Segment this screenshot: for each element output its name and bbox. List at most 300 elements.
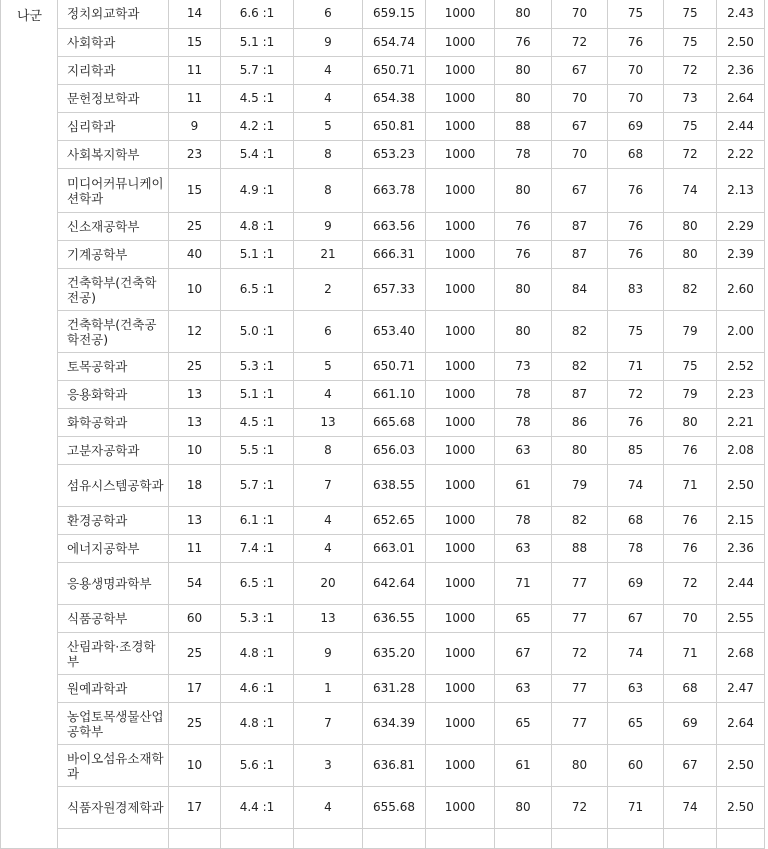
score-2: 87	[552, 381, 608, 409]
score-3: 76	[608, 409, 664, 437]
additional-admits: 4	[294, 57, 363, 85]
score-2: 77	[552, 675, 608, 703]
score-3: 76	[608, 169, 664, 213]
table-row	[1, 353, 765, 381]
score-4: 75	[664, 29, 717, 57]
max-score: 1000	[426, 57, 495, 85]
score-2: 79	[552, 465, 608, 507]
additional-admits: 9	[294, 633, 363, 675]
additional-admits: 9	[294, 213, 363, 241]
empty-cell	[363, 829, 426, 849]
score-3: 78	[608, 535, 664, 563]
score: 663.01	[363, 535, 426, 563]
max-score: 1000	[426, 535, 495, 563]
score-4: 71	[664, 465, 717, 507]
score-1: 63	[495, 535, 552, 563]
table-row	[1, 465, 765, 507]
grade-average: 2.64	[717, 85, 765, 113]
grade-average: 2.52	[717, 353, 765, 381]
table-row	[1, 169, 765, 213]
department-name: 사회학과	[58, 29, 169, 57]
department-name: 문헌정보학과	[58, 85, 169, 113]
score-2: 70	[552, 141, 608, 169]
score: 665.68	[363, 409, 426, 437]
score-3: 74	[608, 465, 664, 507]
max-score: 1000	[426, 507, 495, 535]
grade-average: 2.44	[717, 563, 765, 605]
department-name: 기계공학부	[58, 241, 169, 269]
table-row	[1, 311, 765, 353]
score-2: 80	[552, 437, 608, 465]
table-row	[1, 563, 765, 605]
score-1: 65	[495, 605, 552, 633]
additional-admits: 4	[294, 381, 363, 409]
score-2: 87	[552, 213, 608, 241]
max-score: 1000	[426, 563, 495, 605]
score-4: 76	[664, 437, 717, 465]
table-row-partial	[1, 829, 765, 849]
score-1: 80	[495, 311, 552, 353]
score-3: 68	[608, 507, 664, 535]
department-name: 환경공학과	[58, 507, 169, 535]
score-1: 73	[495, 353, 552, 381]
quota: 25	[169, 213, 221, 241]
competition-rate: 6.1 :1	[221, 507, 294, 535]
department-name: 고분자공학과	[58, 437, 169, 465]
competition-rate: 4.5 :1	[221, 409, 294, 437]
score-4: 75	[664, 0, 717, 29]
score-3: 72	[608, 381, 664, 409]
score-4: 74	[664, 787, 717, 829]
quota: 12	[169, 311, 221, 353]
additional-admits: 4	[294, 535, 363, 563]
score-1: 80	[495, 787, 552, 829]
additional-admits: 6	[294, 0, 363, 29]
table-row	[1, 437, 765, 465]
grade-average: 2.15	[717, 507, 765, 535]
quota: 40	[169, 241, 221, 269]
competition-rate: 5.6 :1	[221, 745, 294, 787]
score-3: 76	[608, 213, 664, 241]
department-name: 응용화학과	[58, 381, 169, 409]
department-name: 사회복지학부	[58, 141, 169, 169]
quota: 17	[169, 787, 221, 829]
max-score: 1000	[426, 213, 495, 241]
additional-admits: 4	[294, 85, 363, 113]
quota: 18	[169, 465, 221, 507]
department-name: 에너지공학부	[58, 535, 169, 563]
table-row	[1, 141, 765, 169]
department-name: 섬유시스템공학과	[58, 465, 169, 507]
competition-rate: 4.2 :1	[221, 113, 294, 141]
table-row	[1, 703, 765, 745]
max-score: 1000	[426, 381, 495, 409]
score-3: 65	[608, 703, 664, 745]
table-row	[1, 29, 765, 57]
quota: 25	[169, 353, 221, 381]
score: 655.68	[363, 787, 426, 829]
score-1: 80	[495, 169, 552, 213]
score-4: 69	[664, 703, 717, 745]
grade-average: 2.29	[717, 213, 765, 241]
max-score: 1000	[426, 311, 495, 353]
max-score: 1000	[426, 745, 495, 787]
score: 654.74	[363, 29, 426, 57]
score-1: 76	[495, 29, 552, 57]
score-1: 63	[495, 675, 552, 703]
score: 636.55	[363, 605, 426, 633]
max-score: 1000	[426, 465, 495, 507]
grade-average: 2.60	[717, 269, 765, 311]
competition-rate: 5.5 :1	[221, 437, 294, 465]
score-3: 76	[608, 29, 664, 57]
grade-average: 2.50	[717, 465, 765, 507]
score-4: 82	[664, 269, 717, 311]
score: 650.71	[363, 57, 426, 85]
department-name: 농업토목생물산업공학부	[58, 703, 169, 745]
score-1: 67	[495, 633, 552, 675]
score-4: 72	[664, 563, 717, 605]
score-2: 77	[552, 703, 608, 745]
score-2: 67	[552, 113, 608, 141]
score-2: 88	[552, 535, 608, 563]
score: 654.38	[363, 85, 426, 113]
score-4: 71	[664, 633, 717, 675]
competition-rate: 5.3 :1	[221, 605, 294, 633]
score-3: 69	[608, 563, 664, 605]
additional-admits: 8	[294, 141, 363, 169]
score-2: 72	[552, 29, 608, 57]
additional-admits: 6	[294, 311, 363, 353]
score-3: 85	[608, 437, 664, 465]
quota: 13	[169, 381, 221, 409]
quota: 54	[169, 563, 221, 605]
score-4: 74	[664, 169, 717, 213]
quota: 11	[169, 535, 221, 563]
table-row	[1, 85, 765, 113]
score-2: 70	[552, 0, 608, 29]
score-1: 63	[495, 437, 552, 465]
admission-group-label: 나군	[1, 0, 58, 849]
grade-average: 2.13	[717, 169, 765, 213]
grade-average: 2.00	[717, 311, 765, 353]
additional-admits: 7	[294, 703, 363, 745]
competition-rate: 4.8 :1	[221, 213, 294, 241]
table-row	[1, 269, 765, 311]
additional-admits: 13	[294, 409, 363, 437]
score-1: 78	[495, 141, 552, 169]
score-2: 86	[552, 409, 608, 437]
department-name: 산림과학·조경학부	[58, 633, 169, 675]
max-score: 1000	[426, 85, 495, 113]
max-score: 1000	[426, 0, 495, 29]
table-row	[1, 605, 765, 633]
department-name: 원예과학과	[58, 675, 169, 703]
score-4: 80	[664, 213, 717, 241]
max-score: 1000	[426, 605, 495, 633]
competition-rate: 5.1 :1	[221, 29, 294, 57]
score: 635.20	[363, 633, 426, 675]
additional-admits: 21	[294, 241, 363, 269]
score-4: 80	[664, 409, 717, 437]
max-score: 1000	[426, 633, 495, 675]
grade-average: 2.50	[717, 745, 765, 787]
grade-average: 2.64	[717, 703, 765, 745]
table-row	[1, 787, 765, 829]
table-row	[1, 213, 765, 241]
competition-rate: 6.5 :1	[221, 563, 294, 605]
score-4: 79	[664, 311, 717, 353]
score-1: 80	[495, 0, 552, 29]
max-score: 1000	[426, 241, 495, 269]
grade-average: 2.36	[717, 57, 765, 85]
grade-average: 2.44	[717, 113, 765, 141]
department-name: 식품공학부	[58, 605, 169, 633]
score-3: 83	[608, 269, 664, 311]
grade-average: 2.36	[717, 535, 765, 563]
score-4: 76	[664, 507, 717, 535]
quota: 25	[169, 703, 221, 745]
quota: 15	[169, 169, 221, 213]
additional-admits: 7	[294, 465, 363, 507]
empty-cell	[495, 829, 552, 849]
grade-average: 2.47	[717, 675, 765, 703]
competition-rate: 5.3 :1	[221, 353, 294, 381]
max-score: 1000	[426, 269, 495, 311]
max-score: 1000	[426, 141, 495, 169]
quota: 13	[169, 409, 221, 437]
score-2: 77	[552, 563, 608, 605]
department-name: 미디어커뮤니케이션학과	[58, 169, 169, 213]
score: 636.81	[363, 745, 426, 787]
empty-cell	[294, 829, 363, 849]
score-1: 65	[495, 703, 552, 745]
score-4: 67	[664, 745, 717, 787]
additional-admits: 1	[294, 675, 363, 703]
score-1: 76	[495, 213, 552, 241]
score-2: 67	[552, 169, 608, 213]
quota: 14	[169, 0, 221, 29]
score-2: 72	[552, 787, 608, 829]
grade-average: 2.39	[717, 241, 765, 269]
table-row	[1, 381, 765, 409]
grade-average: 2.50	[717, 29, 765, 57]
score-2: 67	[552, 57, 608, 85]
additional-admits: 2	[294, 269, 363, 311]
table-row	[1, 745, 765, 787]
score: 650.71	[363, 353, 426, 381]
score-1: 78	[495, 507, 552, 535]
additional-admits: 5	[294, 353, 363, 381]
grade-average: 2.50	[717, 787, 765, 829]
competition-rate: 5.0 :1	[221, 311, 294, 353]
department-name: 지리학과	[58, 57, 169, 85]
score-4: 80	[664, 241, 717, 269]
max-score: 1000	[426, 787, 495, 829]
max-score: 1000	[426, 353, 495, 381]
grade-average: 2.68	[717, 633, 765, 675]
score-3: 76	[608, 241, 664, 269]
department-name: 건축학부(건축공학전공)	[58, 311, 169, 353]
competition-rate: 5.7 :1	[221, 465, 294, 507]
quota: 9	[169, 113, 221, 141]
score: 631.28	[363, 675, 426, 703]
score: 653.23	[363, 141, 426, 169]
additional-admits: 4	[294, 507, 363, 535]
score-3: 74	[608, 633, 664, 675]
score: 661.10	[363, 381, 426, 409]
score: 642.64	[363, 563, 426, 605]
additional-admits: 9	[294, 29, 363, 57]
competition-rate: 4.4 :1	[221, 787, 294, 829]
competition-rate: 5.1 :1	[221, 381, 294, 409]
additional-admits: 3	[294, 745, 363, 787]
max-score: 1000	[426, 113, 495, 141]
table-row	[1, 409, 765, 437]
score-1: 61	[495, 745, 552, 787]
score: 653.40	[363, 311, 426, 353]
department-name: 신소재공학부	[58, 213, 169, 241]
score-4: 70	[664, 605, 717, 633]
score-4: 72	[664, 141, 717, 169]
additional-admits: 13	[294, 605, 363, 633]
competition-rate: 7.4 :1	[221, 535, 294, 563]
quota: 11	[169, 85, 221, 113]
score: 657.33	[363, 269, 426, 311]
score-3: 63	[608, 675, 664, 703]
additional-admits: 4	[294, 787, 363, 829]
empty-cell	[169, 829, 221, 849]
grade-average: 2.55	[717, 605, 765, 633]
score: 638.55	[363, 465, 426, 507]
competition-rate: 4.9 :1	[221, 169, 294, 213]
score-4: 76	[664, 535, 717, 563]
score: 656.03	[363, 437, 426, 465]
department-name: 응용생명과학부	[58, 563, 169, 605]
score-3: 71	[608, 353, 664, 381]
grade-average: 2.43	[717, 0, 765, 29]
grade-average: 2.08	[717, 437, 765, 465]
score-3: 75	[608, 0, 664, 29]
quota: 10	[169, 437, 221, 465]
department-name: 건축학부(건축학전공)	[58, 269, 169, 311]
score-3: 70	[608, 57, 664, 85]
max-score: 1000	[426, 409, 495, 437]
department-name: 식품자원경제학과	[58, 787, 169, 829]
score-1: 88	[495, 113, 552, 141]
score-2: 82	[552, 507, 608, 535]
max-score: 1000	[426, 169, 495, 213]
empty-cell	[608, 829, 664, 849]
competition-rate: 4.6 :1	[221, 675, 294, 703]
score-2: 87	[552, 241, 608, 269]
max-score: 1000	[426, 703, 495, 745]
competition-rate: 5.1 :1	[221, 241, 294, 269]
score-3: 70	[608, 85, 664, 113]
score-2: 82	[552, 353, 608, 381]
table-row	[1, 633, 765, 675]
empty-cell	[717, 829, 765, 849]
additional-admits: 20	[294, 563, 363, 605]
department-name: 바이오섬유소재학과	[58, 745, 169, 787]
quota: 17	[169, 675, 221, 703]
quota: 13	[169, 507, 221, 535]
score: 652.65	[363, 507, 426, 535]
department-name: 심리학과	[58, 113, 169, 141]
competition-rate: 4.8 :1	[221, 633, 294, 675]
score-1: 76	[495, 241, 552, 269]
score-1: 78	[495, 409, 552, 437]
score-2: 70	[552, 85, 608, 113]
table-row	[1, 57, 765, 85]
additional-admits: 8	[294, 437, 363, 465]
score-3: 68	[608, 141, 664, 169]
score-4: 79	[664, 381, 717, 409]
score-2: 82	[552, 311, 608, 353]
score-4: 75	[664, 353, 717, 381]
quota: 11	[169, 57, 221, 85]
score-2: 80	[552, 745, 608, 787]
score-2: 84	[552, 269, 608, 311]
grade-average: 2.23	[717, 381, 765, 409]
quota: 10	[169, 745, 221, 787]
score: 634.39	[363, 703, 426, 745]
department-name: 토목공학과	[58, 353, 169, 381]
score-2: 77	[552, 605, 608, 633]
score: 659.15	[363, 0, 426, 29]
score-4: 72	[664, 57, 717, 85]
score-1: 80	[495, 269, 552, 311]
table-row	[1, 113, 765, 141]
competition-rate: 6.5 :1	[221, 269, 294, 311]
score-1: 71	[495, 563, 552, 605]
grade-average: 2.22	[717, 141, 765, 169]
score-3: 69	[608, 113, 664, 141]
competition-rate: 5.4 :1	[221, 141, 294, 169]
empty-cell	[426, 829, 495, 849]
table-row	[1, 507, 765, 535]
table-row	[1, 0, 765, 29]
score-3: 75	[608, 311, 664, 353]
max-score: 1000	[426, 29, 495, 57]
table-row	[1, 675, 765, 703]
quota: 10	[169, 269, 221, 311]
score-4: 73	[664, 85, 717, 113]
score: 666.31	[363, 241, 426, 269]
empty-cell	[552, 829, 608, 849]
score-2: 72	[552, 633, 608, 675]
quota: 23	[169, 141, 221, 169]
score-3: 71	[608, 787, 664, 829]
additional-admits: 5	[294, 113, 363, 141]
competition-rate: 4.5 :1	[221, 85, 294, 113]
score-1: 80	[495, 85, 552, 113]
score-1: 78	[495, 381, 552, 409]
competition-rate: 4.8 :1	[221, 703, 294, 745]
score-4: 68	[664, 675, 717, 703]
quota: 15	[169, 29, 221, 57]
score: 650.81	[363, 113, 426, 141]
score-1: 80	[495, 57, 552, 85]
score-4: 75	[664, 113, 717, 141]
quota: 60	[169, 605, 221, 633]
additional-admits: 8	[294, 169, 363, 213]
max-score: 1000	[426, 437, 495, 465]
table-row	[1, 241, 765, 269]
competition-rate: 6.6 :1	[221, 0, 294, 29]
competition-rate: 5.7 :1	[221, 57, 294, 85]
score: 663.78	[363, 169, 426, 213]
